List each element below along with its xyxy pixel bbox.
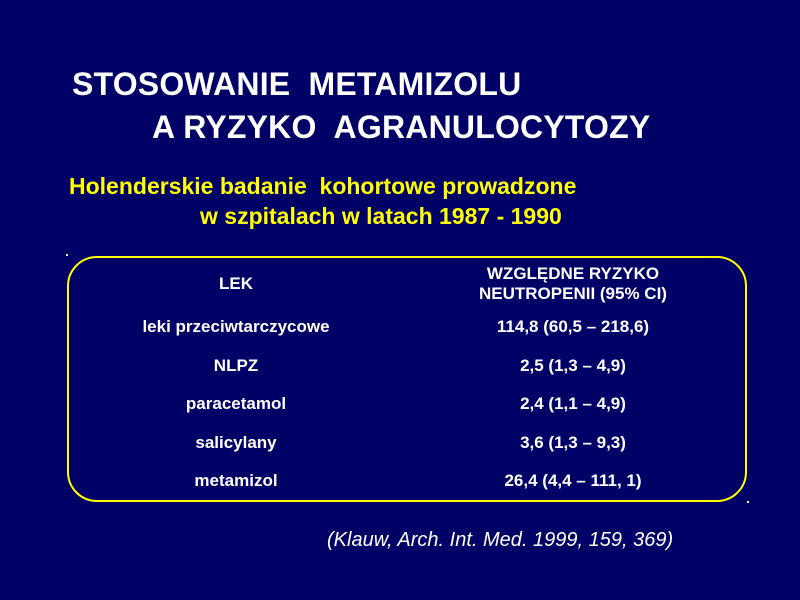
slide-title-line-2: A RYZYKO AGRANULOCYTOZY: [152, 109, 651, 145]
citation: (Klauw, Arch. Int. Med. 1999, 159, 369): [327, 529, 674, 551]
header-lek: LEK: [219, 273, 253, 293]
risk-cell: 2,5 (1,3 – 4,9): [520, 355, 626, 375]
frame-corner-dot: [747, 501, 749, 503]
risk-cell: 26,4 (4,4 – 111, 1): [504, 471, 642, 491]
table-header-row: [70, 260, 744, 308]
risk-cell: 2,4 (1,1 – 4,9): [520, 394, 626, 414]
drug-cell: leki przeciwtarczycowe: [142, 317, 330, 337]
slide-subtitle-line-2: w szpitalach w latach 1987 - 1990: [200, 203, 562, 229]
slide-title-line-1: STOSOWANIE METAMIZOLU: [72, 66, 522, 102]
table-row: [70, 424, 744, 463]
risk-cell: 114,8 (60,5 – 218,6): [496, 317, 650, 337]
table-row: [70, 347, 744, 386]
drug-cell: NLPZ: [213, 355, 259, 375]
frame-corner-dot: [66, 254, 68, 256]
risk-table: [70, 260, 744, 501]
table-row: [70, 385, 744, 424]
header-relative-risk-line-2: NEUTROPENII (95% CI): [479, 284, 667, 303]
table-row: [70, 462, 744, 501]
drug-cell: metamizol: [194, 471, 278, 491]
header-relative-risk-line-1: WZGLĘDNE RYZYKO: [486, 263, 660, 283]
drug-cell: paracetamol: [185, 394, 287, 414]
header-relative-risk: [402, 260, 744, 308]
risk-cell: 3,6 (1,3 – 9,3): [520, 432, 626, 452]
drug-cell: salicylany: [195, 432, 277, 452]
slide-subtitle-line-1: Holenderskie badanie kohortowe prowadzone: [69, 173, 577, 199]
table-row: [70, 308, 744, 347]
